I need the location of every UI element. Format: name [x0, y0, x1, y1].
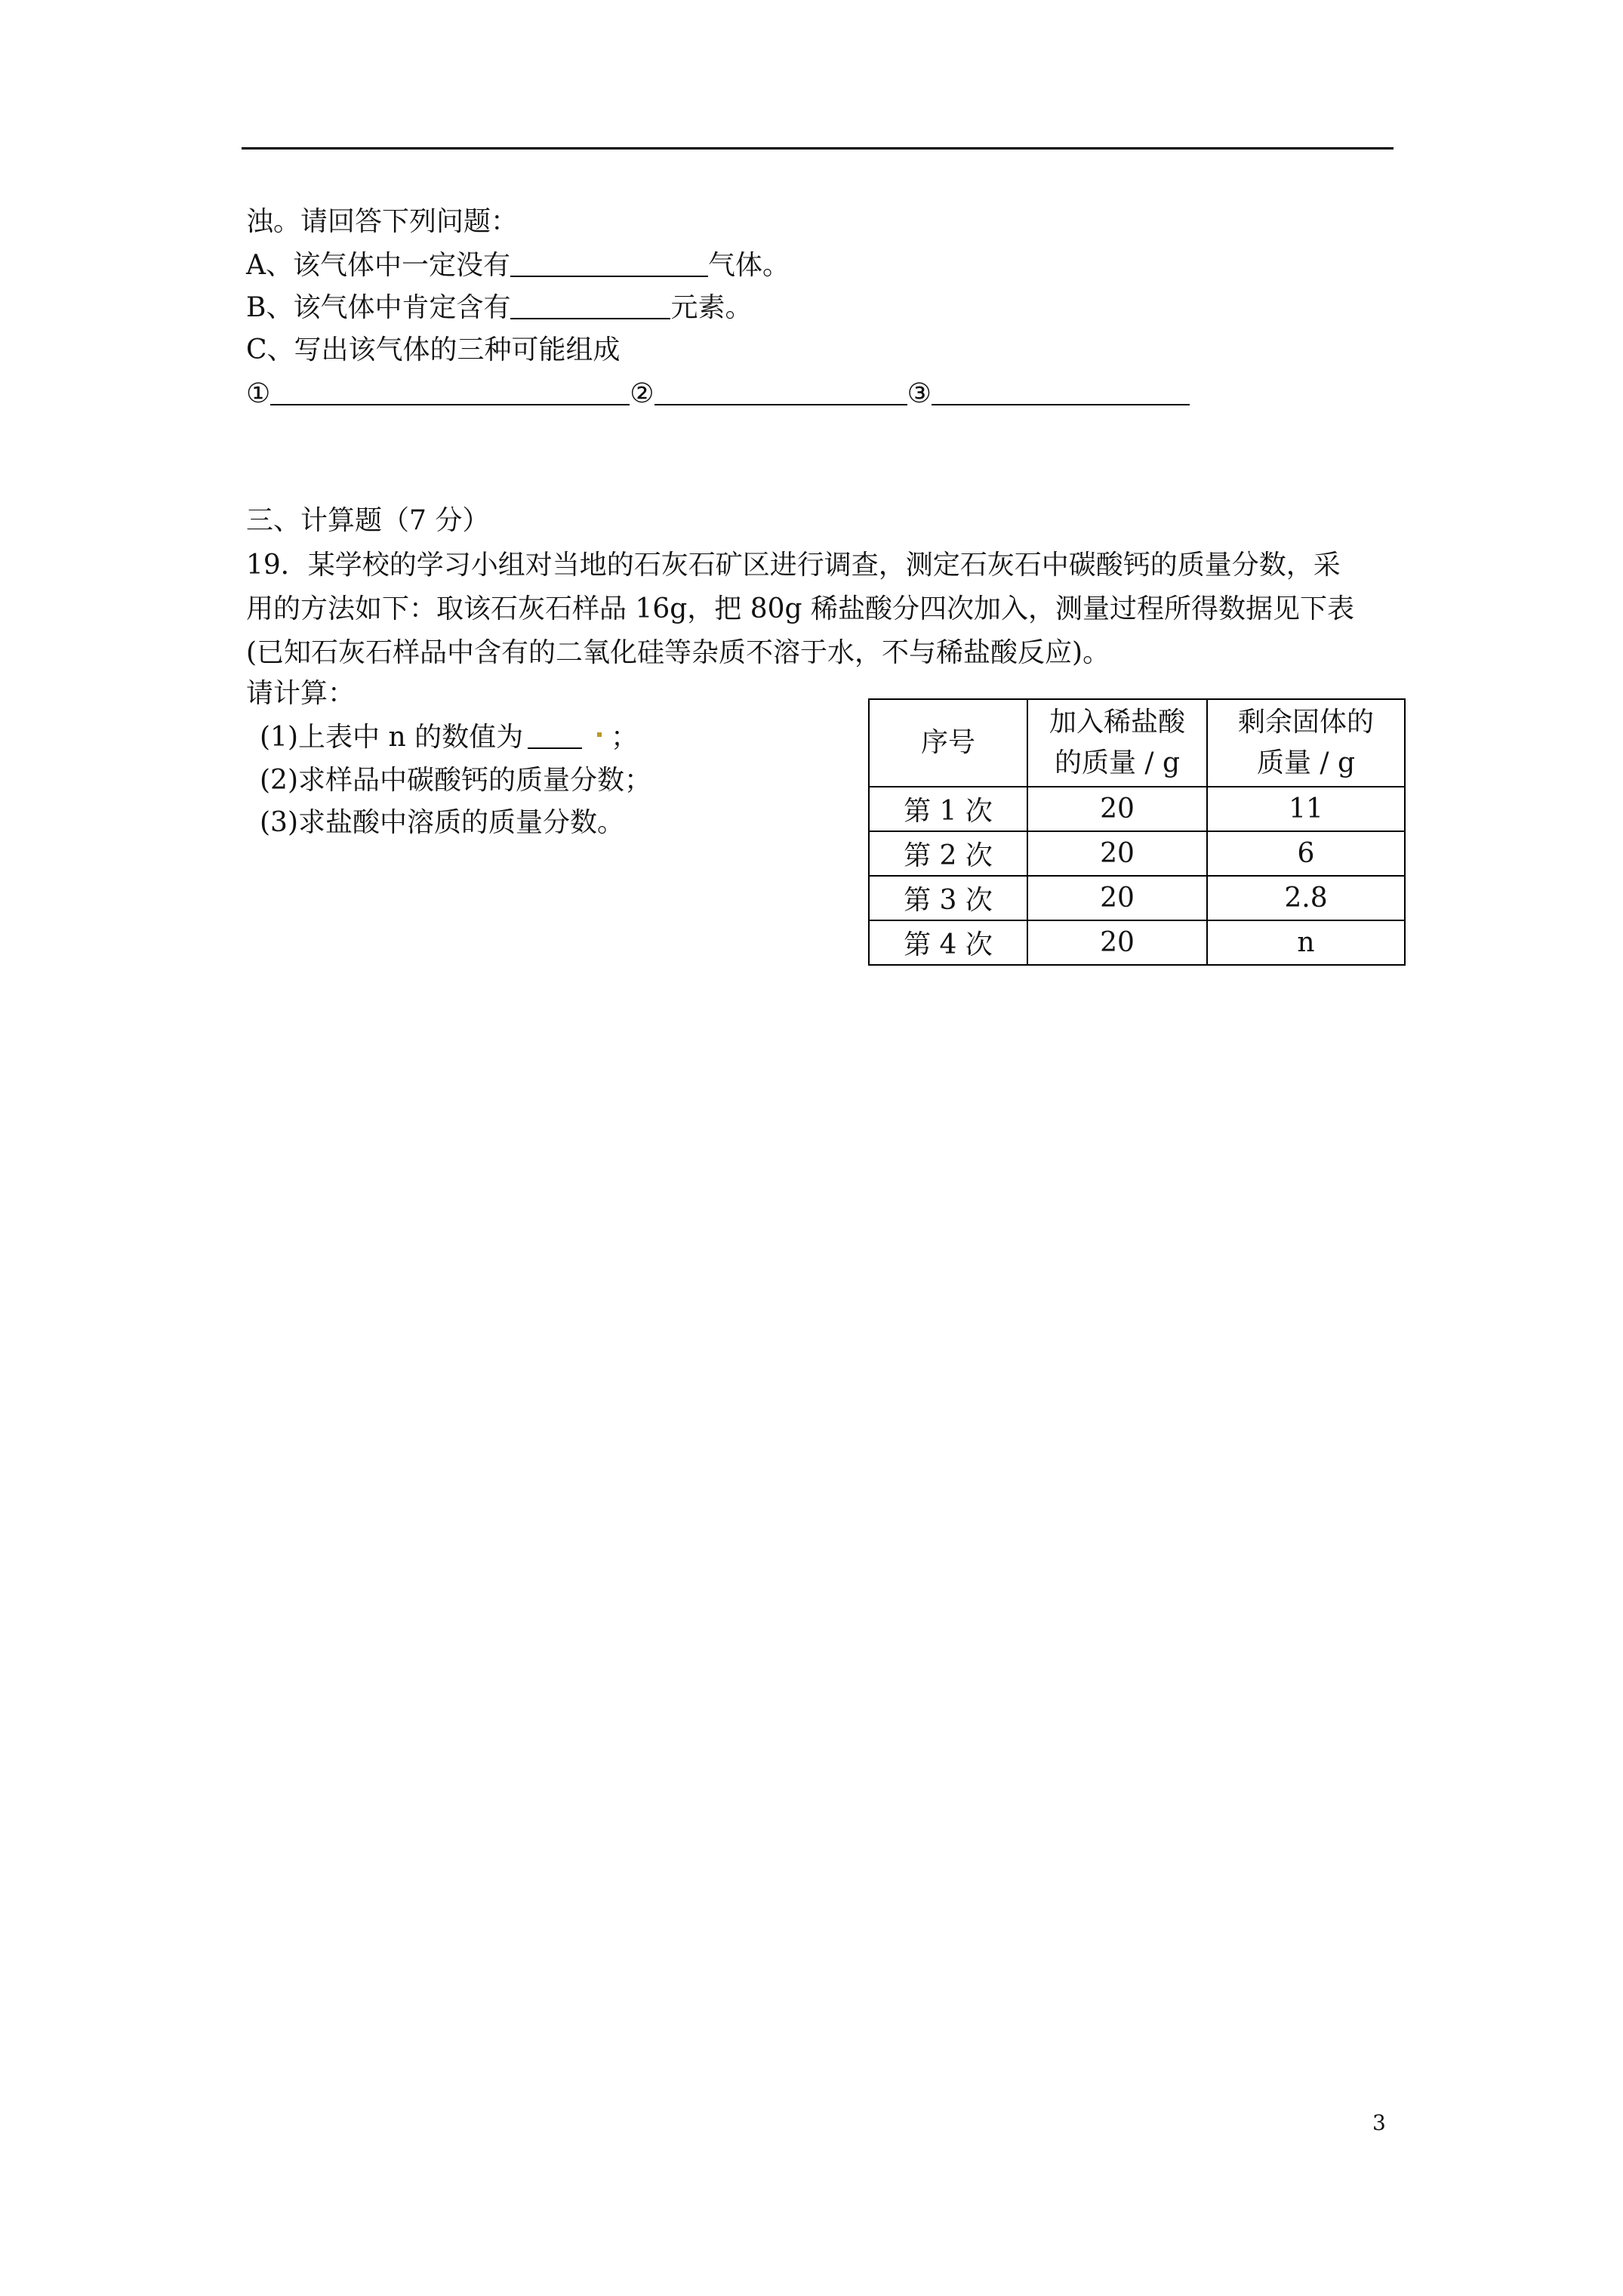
table-cell: 20 [1027, 831, 1207, 876]
header-rule [242, 147, 1394, 149]
circled-2-marker: ② [630, 378, 654, 409]
table-row [869, 831, 1405, 876]
n-answer-blank[interactable] [528, 722, 582, 749]
table-cell: 20 [1027, 920, 1207, 965]
question-part-c: C、写出该气体的三种可能组成 [246, 334, 621, 365]
table-cell: 第 2 次 [869, 831, 1027, 876]
table-header-row [869, 699, 1405, 787]
circled-3-marker: ③ [907, 378, 932, 409]
part-b-suffix: 元素。 [670, 292, 753, 323]
part-c-answer-blank-1[interactable] [270, 378, 630, 405]
table-cell: 2.8 [1207, 876, 1405, 920]
circled-1-marker: ① [246, 378, 271, 409]
question-continuation: 浊。请回答下列问题： [246, 206, 519, 237]
question-19-intro [246, 544, 1394, 675]
table-cell: n [1207, 920, 1405, 965]
table-cell: 第 4 次 [869, 920, 1027, 965]
table-cell: 6 [1207, 831, 1405, 876]
table-cell: 第 1 次 [869, 787, 1027, 831]
question-19-ask: 请计算： [246, 678, 356, 709]
header-acid-mass: 加入稀盐酸 的质量 / g [1027, 699, 1207, 787]
part-a-answer-blank[interactable] [510, 250, 708, 277]
part-a-text: A、该气体中一定没有 [246, 250, 510, 281]
sub-question-2: (2)求样品中碳酸钙的质量分数； [260, 765, 651, 796]
table-row [869, 876, 1405, 920]
part-a-suffix: 气体。 [708, 250, 790, 281]
question-part-a [246, 249, 790, 282]
question-19-line-3: (已知石灰石样品中含有的二氧化硅等杂质不溶于水，不与稀盐酸反应)。 [246, 637, 1110, 668]
table-row [869, 787, 1405, 831]
sub-question-1: (1)上表中 n 的数值为 ； [260, 722, 639, 753]
part-c-answer-blank-2[interactable] [654, 378, 907, 405]
section-title: 三、计算题（7 分） [246, 505, 490, 536]
part-b-answer-blank[interactable] [510, 292, 670, 319]
table-cell: 第 3 次 [869, 876, 1027, 920]
table-cell: 20 [1027, 876, 1207, 920]
part-c-answer-blank-3[interactable] [932, 378, 1190, 405]
header-remaining-solid: 剩余固体的 质量 / g [1207, 699, 1405, 787]
data-table [868, 698, 1406, 966]
question-19-line-2: 用的方法如下：取该石灰石样品 16g，把 80g 稀盐酸分四次加入，测量过程所得数据见下表 [246, 593, 1355, 624]
page-number: 3 [1372, 2110, 1386, 2135]
question-19-line-1: 19．某学校的学习小组对当地的石灰石矿区进行调查，测定石灰石中碳酸钙的质量分数，采 [246, 550, 1341, 581]
question-part-b [246, 291, 752, 325]
part-c-answer-row [246, 378, 1190, 411]
table-cell: 20 [1027, 787, 1207, 831]
sub-question-3: (3)求盐酸中溶质的质量分数。 [260, 807, 624, 838]
table-cell: 11 [1207, 787, 1405, 831]
part-b-text: B、该气体中肯定含有 [246, 292, 511, 323]
header-index: 序号 [869, 699, 1027, 787]
table-row [869, 920, 1405, 965]
